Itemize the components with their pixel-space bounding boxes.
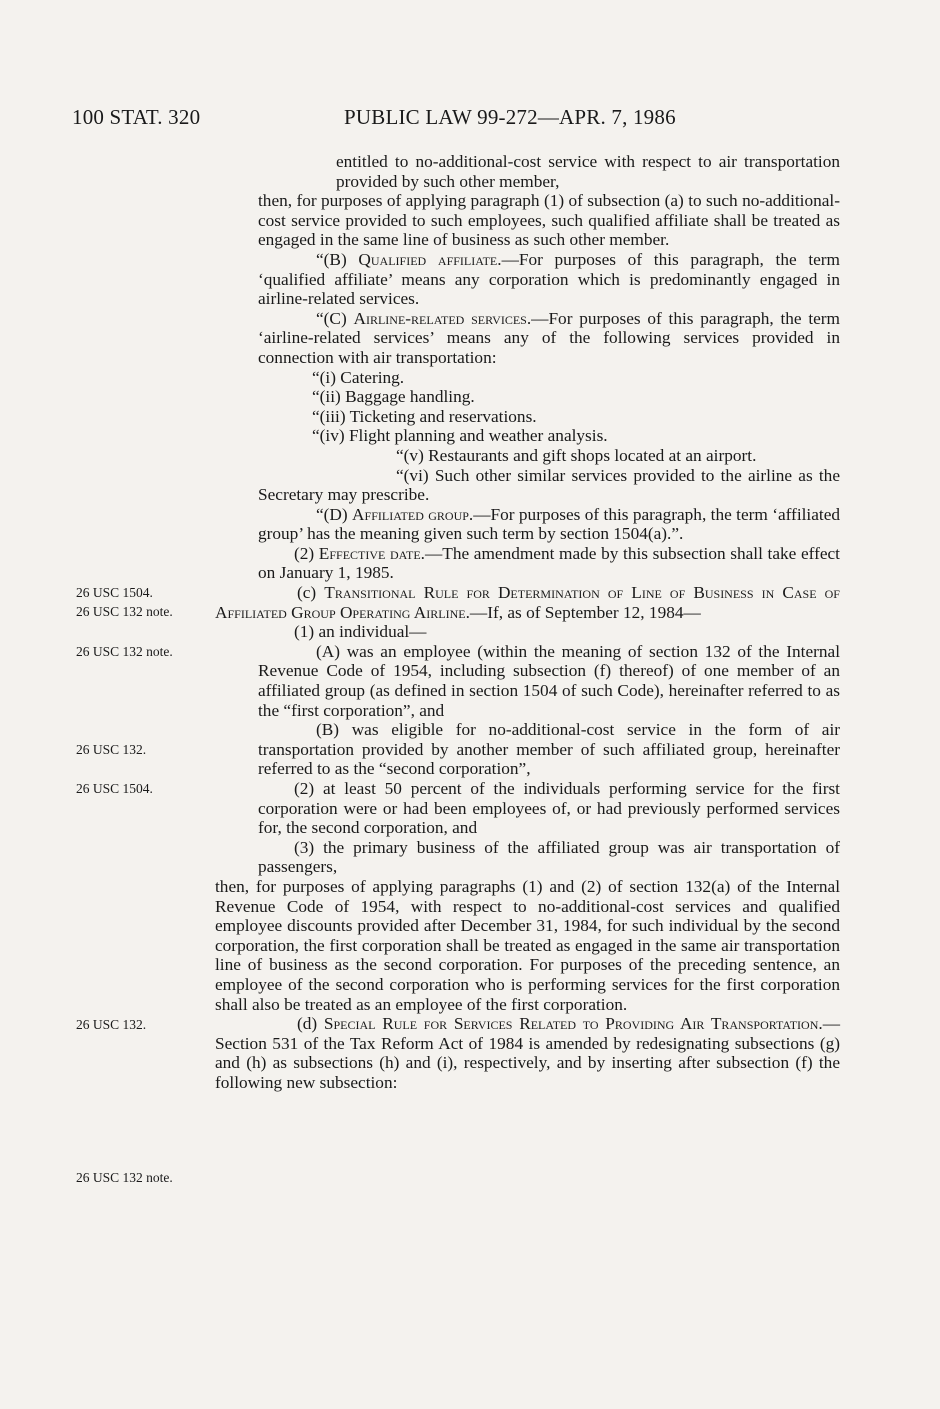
paragraph-heading: Qualified affiliate. (358, 249, 502, 269)
list-item: (B) was eligible for no-additional-cost service in the form of air transportation provided by another member of such affiliated group, hereinafter referred to as the “second corporation”, (258, 720, 840, 779)
statute-text (215, 152, 840, 1093)
paragraph: then, for purposes of applying paragraph (1) of subsection (a) to such no-additional-cost service provided to such employees, such qualified affiliate shall be treated as engaged in the same line of business as such other member. (258, 191, 840, 250)
margin-note-26-usc-132-note: 26 USC 132 note. (76, 604, 173, 619)
list-item: “(i) Catering. (312, 367, 405, 387)
list-item: “(v) Restaurants and gift shops located at an airport. (396, 445, 757, 465)
paragraph-text: —For purposes of this paragraph, the term ‘affiliated group’ has the meaning given such term by section 1504(a).”. (258, 504, 840, 544)
paragraph-open: “(B) (316, 249, 359, 269)
paragraph-text: —If, as of September 12, 1984— (469, 602, 701, 622)
paragraph-heading: Transitional Rule for Determination of Line of Business in Case of Affiliated Group Operating Airline. (215, 583, 840, 622)
list-item: (A) was an employee (within the meaning of section 132 of the Internal Revenue Code of 1954, including subsection (f) thereof) of one member of an affiliated group (as defined in section 1504 of such Code), hereinafter referred to as the “first corporation”, and (258, 641, 840, 720)
margin-note-26-usc-132-note: 26 USC 132 note. (76, 644, 173, 659)
paragraph-heading: Airline-related services. (353, 308, 532, 328)
paragraph-open: (c) (297, 583, 325, 603)
paragraph-open: (d) (297, 1014, 324, 1034)
paragraph-effective-date (215, 544, 840, 583)
list-item: “(ii) Baggage handling. (312, 387, 475, 407)
list-item: “(iii) Ticketing and reservations. (312, 406, 537, 426)
margin-note-26-usc-132-note: 26 USC 132 note. (76, 1170, 173, 1185)
paragraph-airline-related-services (215, 309, 840, 368)
margin-note-26-usc-132: 26 USC 132. (76, 742, 147, 757)
paragraph: entitled to no-additional-cost service with respect to air transportation provided by such other member, (336, 152, 840, 191)
paragraph-heading: Special Rule for Services Related to Providing Air Transportation. (323, 1014, 823, 1034)
paragraph-special-rule (215, 1014, 840, 1092)
paragraph-open: “(D) (316, 504, 353, 524)
paragraph-text: —The amendment made by this subsection shall take effect on January 1, 1985. (258, 543, 840, 583)
margin-note-26-usc-132: 26 USC 132. (76, 1017, 147, 1032)
list-item: “(iv) Flight planning and weather analysis. (312, 426, 608, 446)
margin-note-26-usc-1504: 26 USC 1504. (76, 781, 153, 796)
paragraph-text: —For purposes of this paragraph, the term ‘qualified affiliate’ means any corporation which is predominantly engaged in airline-related services. (258, 249, 840, 309)
page-stat-number: 100 STAT. 320 (72, 105, 201, 129)
paragraph: then, for purposes of applying paragraphs (1) and (2) of section 132(a) of the Internal Revenue Code of 1954, with respect to no-additional-cost services and qualified employee discounts provided after December 31, 1984, for such individual by the second corporation, the first corporation shall be treated as engaged in the same air transportation line of business as the second corporation. For purposes of the preceding sentence, an employee of the second corporation who is performing services for the first corporation shall also be treated as an employee of the first corporation. (215, 876, 840, 1014)
paragraph-transitional-rule (215, 583, 840, 622)
paragraph-qualified-affiliate (215, 250, 840, 309)
paragraph-affiliated-group (215, 505, 840, 544)
paragraph-heading: Affiliated group. (352, 504, 474, 524)
list-item: “(vi) Such other similar services provided to the airline as the Secretary may prescribe. (258, 465, 840, 505)
list-item: (2) at least 50 percent of the individuals performing service for the first corporation were or had been employees of, or had previously performed services for, the second corporation, and (258, 779, 840, 838)
list-item: (1) an individual— (294, 622, 427, 642)
paragraph-open: (2) (294, 543, 319, 563)
margin-note-26-usc-1504: 26 USC 1504. (76, 585, 153, 600)
list-item: (3) the primary business of the affiliated group was air transportation of passengers, (258, 837, 840, 877)
paragraph-text: —For purposes of this paragraph, the term ‘airline-related services’ means any of the following services provided in connection with air transportation: (258, 308, 840, 367)
paragraph-heading: Effective date. (318, 543, 425, 563)
paragraph-open: “(C) (316, 308, 354, 328)
paragraph-text: —Section 531 of the Tax Reform Act of 1984 is amended by redesignating subsections (g) and (h) as subsections (h) and (i), respectively, and by inserting after subsection (f) the following new subsection: (215, 1014, 840, 1092)
page-running-title: PUBLIC LAW 99-272—APR. 7, 1986 (344, 105, 676, 129)
